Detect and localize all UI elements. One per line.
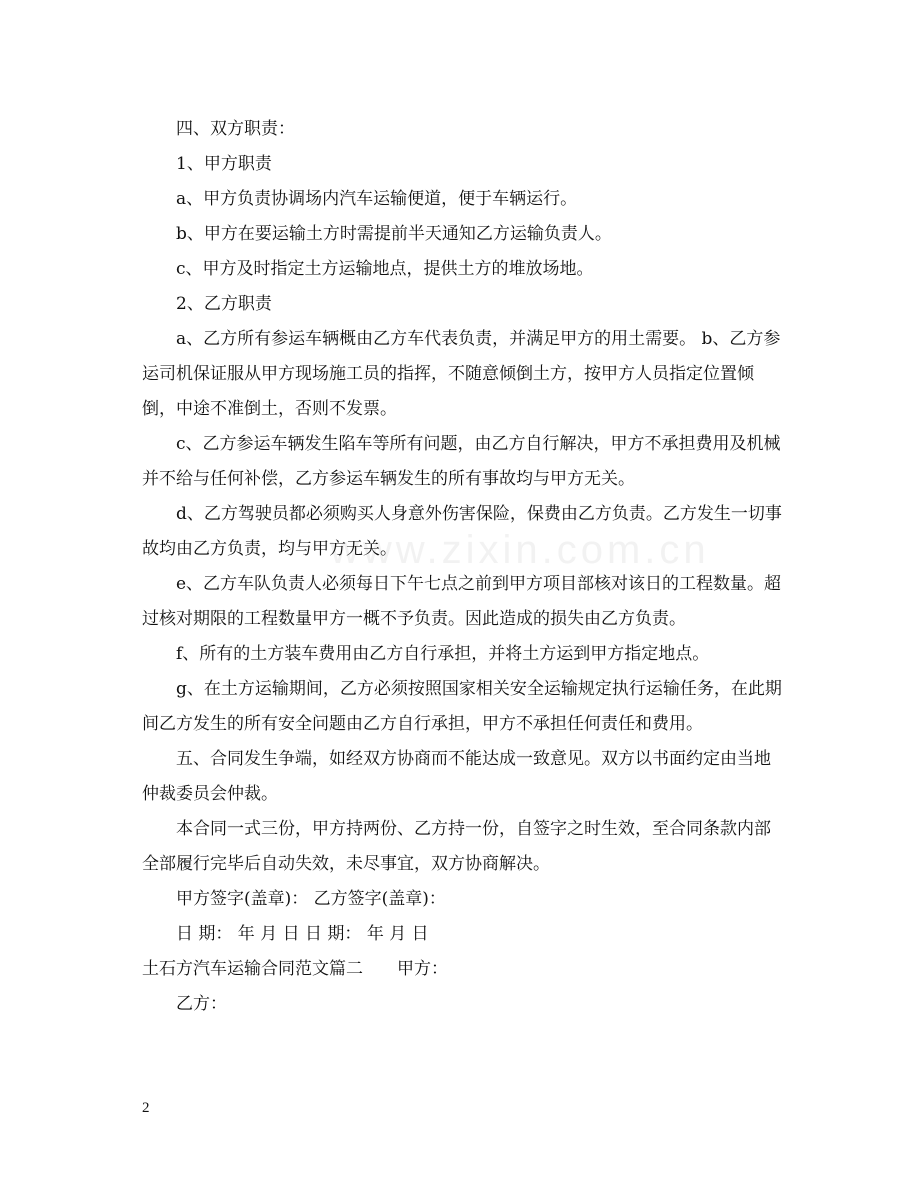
dispute-clause: 五、合同发生争端，如经双方协商而不能达成一致意见。双方以书面约定由当地仲裁委员会仲裁。 (142, 749, 771, 804)
document-body (142, 112, 782, 1022)
paragraph: c、乙方参运车辆发生陷车等所有问题，由乙方自行解决，甲方不承担费用及机械并不给与任何补偿，乙方参运车辆发生的所有事故均与甲方无关。 (142, 434, 781, 489)
signature-line: 甲方签字(盖章)： 乙方签字(盖章)： (176, 889, 446, 909)
page-number: 2 (142, 1100, 150, 1116)
paragraph: a、乙方所有参运车辆概由乙方车代表负责，并满足甲方的用土需要。 b、乙方参运司机保证服从甲方现场施工员的指挥，不随意倾倒土方，按甲方人员指定位置倾倒，中途不准倒土，否则不发票。 (142, 329, 781, 419)
paragraph: d、乙方驾驶员都必须购买人身意外伤害保险，保费由乙方负责。乙方发生一切事故均由乙方负责，均与甲方无关。 (142, 504, 782, 559)
paragraph: f、所有的土方装车费用由乙方自行承担，并将土方运到甲方指定地点。 (176, 644, 710, 664)
watermark: www.zixin.com.cn (330, 528, 710, 572)
paragraph: c、甲方及时指定土方运输地点，提供土方的堆放场地。 (176, 259, 594, 279)
copies-clause: 本合同一式三份，甲方持两份、乙方持一份，自签字之时生效，至合同条款内部全部履行完毕后自动失效，未尽事宜，双方协商解决。 (142, 819, 771, 874)
paragraph: b、甲方在要运输土方时需提前半天通知乙方运输负责人。 (176, 224, 612, 244)
party-a-duties-heading: 1、甲方职责 (176, 154, 272, 174)
party-b-duties-heading: 2、乙方职责 (176, 294, 272, 314)
section-heading-duties: 四、双方职责： (176, 119, 295, 139)
party-b-line: 乙方： (176, 994, 227, 1014)
date-line: 日 期： 年 月 日 日 期： 年 月 日 (176, 924, 429, 944)
paragraph: g、在土方运输期间，乙方必须按照国家相关安全运输规定执行运输任务，在此期间乙方发生的所有安全问题由乙方自行承担，甲方不承担任何责任和费用。 (142, 679, 782, 734)
paragraph: a、甲方负责协调场内汽车运输便道，便于车辆运行。 (176, 189, 578, 209)
paragraph: e、乙方车队负责人必须每日下午七点之前到甲方项目部核对该日的工程数量。超过核对期限的工程数量甲方一概不予负责。因此造成的损失由乙方负责。 (142, 574, 782, 629)
second-contract-heading: 土石方汽车运输合同范文篇二 甲方： (142, 959, 448, 979)
